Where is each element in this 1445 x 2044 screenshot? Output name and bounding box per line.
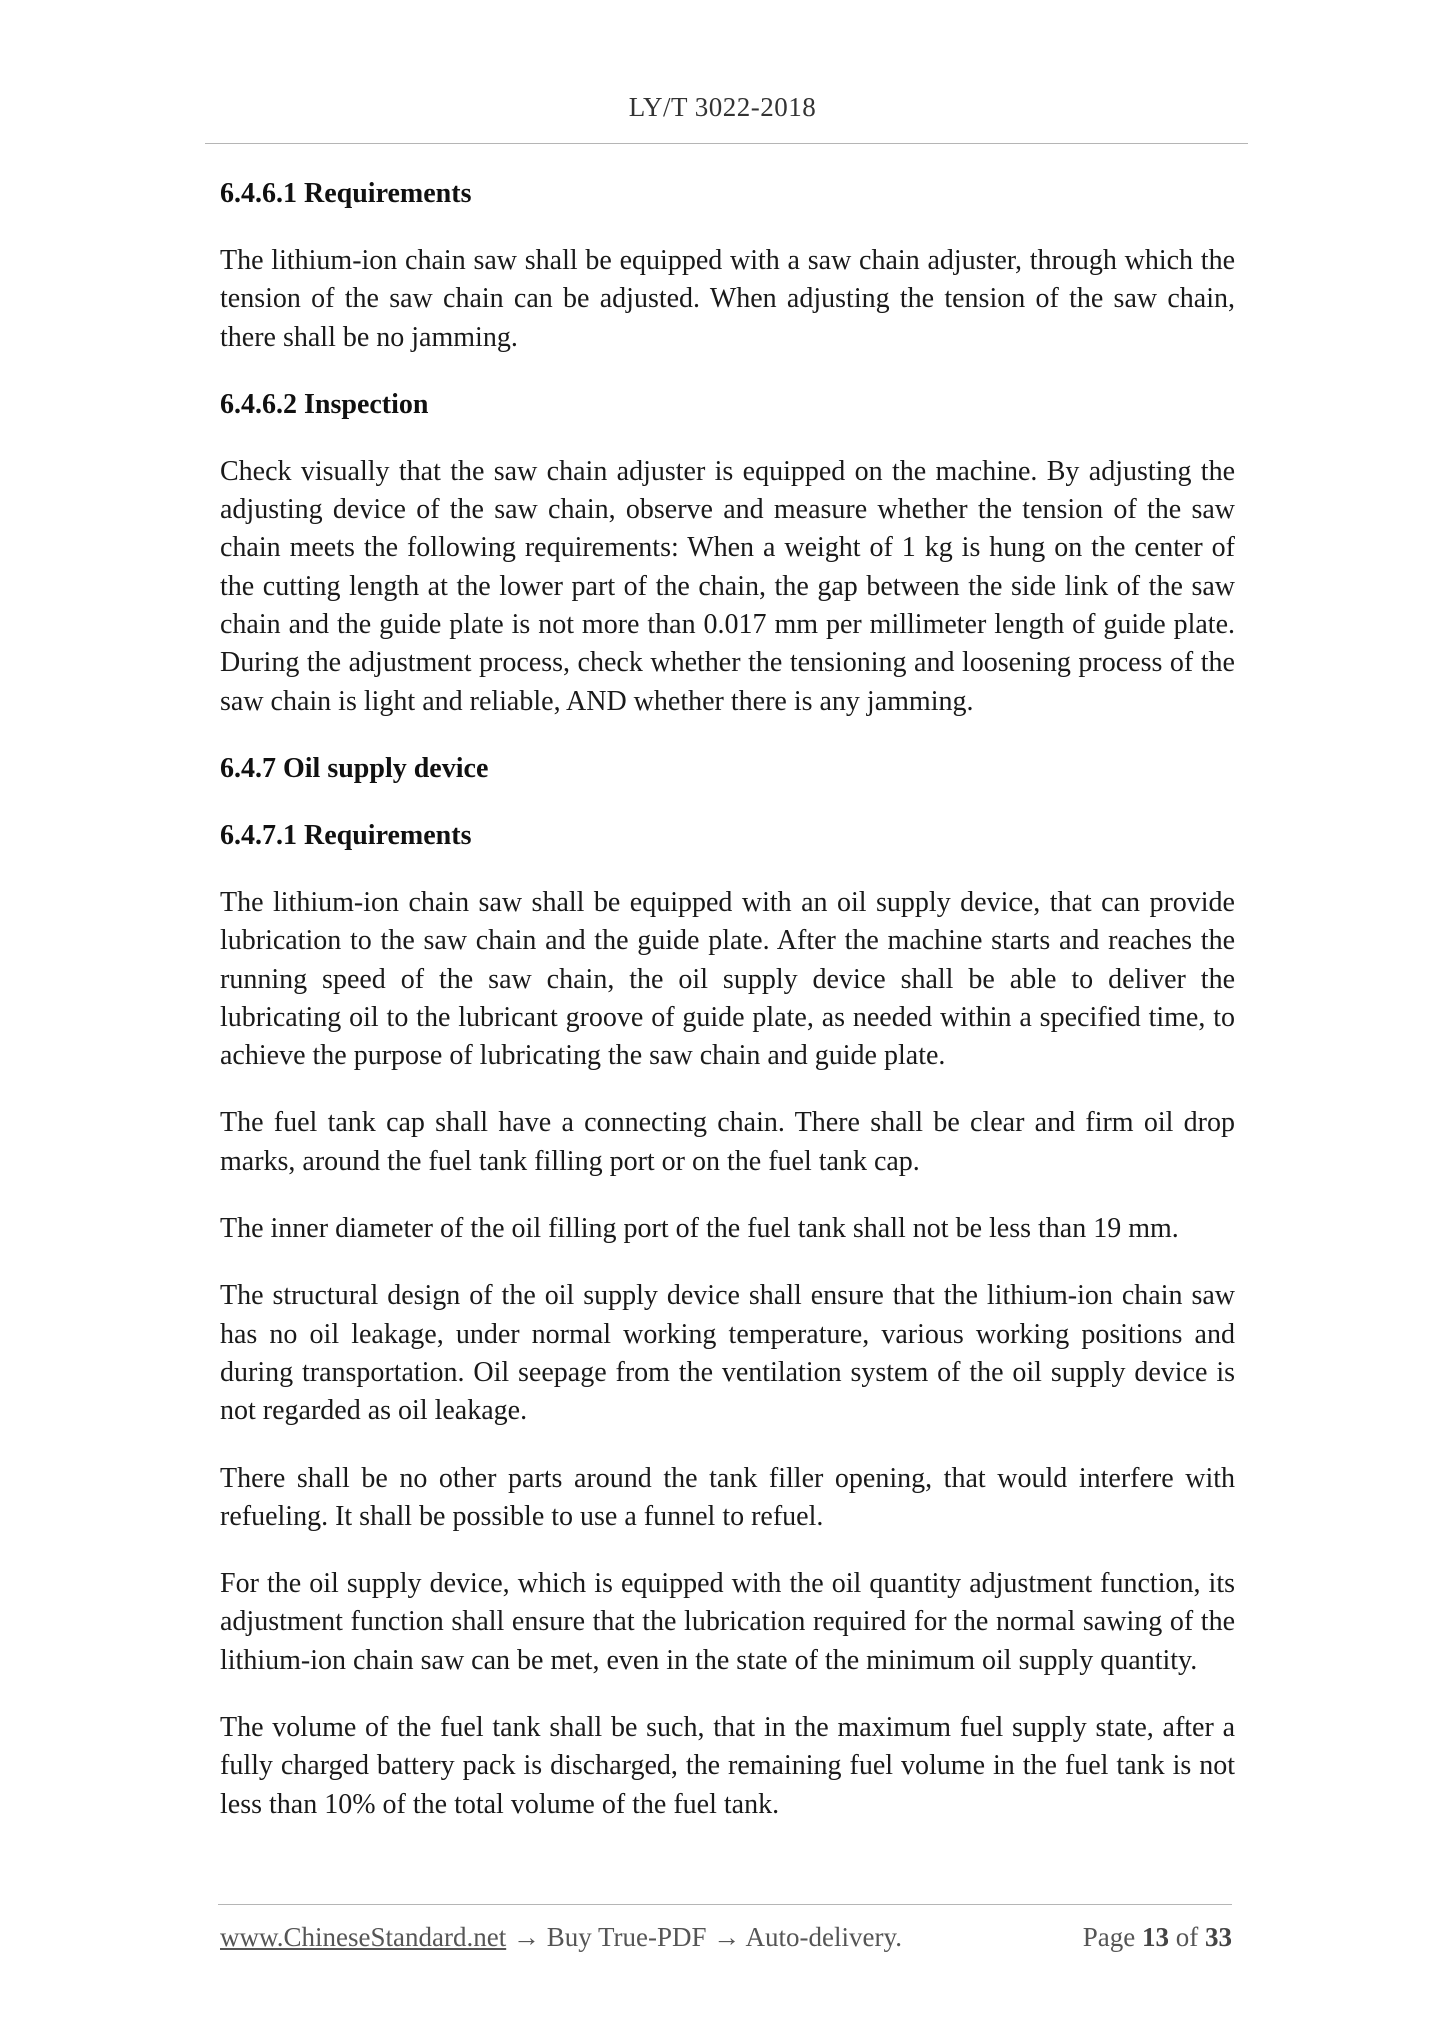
page-content	[220, 175, 1235, 1853]
section-heading: 6.4.7 Oil supply device	[220, 752, 489, 784]
page-label: Page	[1082, 1922, 1136, 1952]
body-paragraph: The lithium-ion chain saw shall be equipped with a saw chain adjuster, through which the tension of the saw chain can be adjusted. When adjusting the tension of the saw chain, there shall be no jamming.	[220, 245, 1235, 353]
footer-divider	[218, 1904, 1232, 1905]
delivery-text: Auto-delivery.	[745, 1922, 902, 1952]
page-header: LY/T 3022-2018	[628, 92, 817, 122]
footer-promo	[220, 1922, 902, 1953]
buy-text: Buy True-PDF	[546, 1922, 707, 1952]
body-paragraph: There shall be no other parts around the tank filler opening, that would interfere with refueling. It shall be possible to use a funnel to refuel.	[220, 1462, 1235, 1532]
body-paragraph: The lithium-ion chain saw shall be equipped with an oil supply device, that can provide lubrication to the saw chain and the guide plate. After the machine starts and reaches the running speed of the saw chain, the oil supply device shall be able to deliver the lubricating oil to the lubricant groove of guide plate, as needed within a specified time, to achieve the purpose of lubricating the saw chain and guide plate.	[220, 886, 1235, 1072]
body-paragraph: The structural design of the oil supply device shall ensure that the lithium-ion chain saw has no oil leakage, under normal working temperature, various working positions and during transportation. Oil seepage from the ventilation system of the oil supply device is not regarded as oil leakage.	[220, 1280, 1235, 1427]
body-paragraph: For the oil supply device, which is equipped with the oil quantity adjustment function, its adjustment function shall ensure that the lubrication required for the normal sawing of the lithium-ion chain saw can be met, even in the state of the minimum oil supply quantity.	[220, 1568, 1235, 1676]
section-heading: 6.4.6.1 Requirements	[220, 178, 472, 209]
body-paragraph: The fuel tank cap shall have a connecting chain. There shall be clear and firm oil drop marks, around the fuel tank filling port or on the fuel tank cap.	[220, 1107, 1235, 1177]
section-heading: 6.4.7.1 Requirements	[220, 819, 472, 851]
body-paragraph: The volume of the fuel tank shall be such, that in the maximum fuel supply state, after a fully charged battery pack is discharged, the remaining fuel volume in the fuel tank is not less than 10% of the total volume of the fuel tank.	[220, 1712, 1235, 1820]
page-number	[1083, 1922, 1232, 1953]
page-total: 33	[1205, 1922, 1232, 1952]
arrow-right-icon: →	[506, 1922, 547, 1952]
section-heading: 6.4.6.2 Inspection	[220, 388, 429, 420]
body-paragraph: The inner diameter of the oil filling port of the fuel tank shall not be less than 19 mm.	[220, 1213, 1179, 1245]
website-link[interactable]: www.ChineseStandard.net	[220, 1922, 507, 1952]
page-of-label: of	[1175, 1922, 1199, 1952]
arrow-right-icon: →	[706, 1922, 746, 1952]
body-paragraph: Check visually that the saw chain adjuster is equipped on the machine. By adjusting the adjusting device of the saw chain, observe and measure whether the tension of the saw chain meets the following requirements: When a weight of 1 kg is hung on the center of the cutting length at the lower part of the chain, the gap between the side link of the saw chain and the guide plate is not more than 0.017 mm per millimeter length of guide plate. During the adjustment process, check whether the tensioning and loosening process of the saw chain is light and reliable, AND whether there is any jamming.	[220, 455, 1235, 717]
page-current: 13	[1142, 1922, 1169, 1952]
header-divider	[205, 143, 1248, 144]
